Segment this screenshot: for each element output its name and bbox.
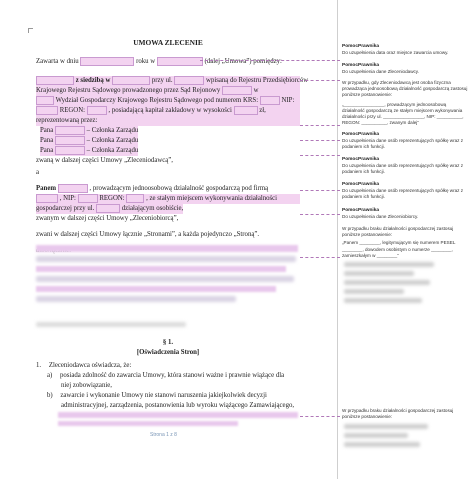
representative-name-field[interactable] — [55, 136, 85, 145]
comment-author: PomocPrawnika — [342, 132, 380, 137]
redacted-comment — [344, 424, 428, 429]
place-field[interactable] — [157, 57, 203, 66]
comment-author: PomocPrawnika — [342, 44, 380, 49]
comment-text: „Panem ________, legitymującym się numerem PESEL ________, dowodem osobistym o numerze ________, zamieszkałym w ________” — [342, 240, 456, 258]
redacted-comment — [344, 262, 434, 267]
comment-8[interactable] — [342, 226, 468, 259]
comment-6[interactable] — [342, 182, 468, 201]
company-name-field[interactable] — [36, 76, 74, 85]
parties-definition: zwani w dalszej części Umowy łącznie „Stronami”, a każda pojedynczo „Stroną”. — [36, 231, 260, 238]
redacted-comment — [344, 289, 404, 294]
text: REGON: — [99, 195, 125, 203]
redacted-comment — [344, 298, 422, 303]
contractor-name-field[interactable] — [58, 184, 88, 193]
court-line — [36, 86, 300, 96]
regon-line — [36, 106, 300, 116]
comment-author: PomocPrawnika — [342, 208, 380, 213]
redacted-text — [58, 412, 298, 418]
text: – Członka Zarządu — [86, 127, 139, 135]
section-title: [Oświadczenia Stron] — [136, 349, 200, 356]
redacted-comment — [344, 433, 408, 438]
contractor-alias — [36, 214, 178, 224]
comment-connector — [300, 125, 340, 126]
text: Panem — [36, 185, 57, 193]
text: zł, — [259, 107, 266, 115]
text: – Członka Zarządu — [86, 137, 139, 145]
redacted-comment — [344, 442, 420, 447]
clause-1b-continued: administracyjnej, zarządzenia, postanowienia lub wyroku wiążącego Zamawiającego, — [61, 402, 295, 409]
comment-connector — [200, 60, 340, 61]
page-footer: Strona 1 z 8 — [150, 432, 177, 438]
text: działającym osobiście, — [121, 205, 184, 213]
redacted-comment — [344, 280, 430, 285]
text: – Członka Zarządu — [86, 147, 139, 155]
text: zawarcie i wykonanie Umowy nie stanowi naruszenia jakiejkolwiek decyzji — [60, 392, 267, 399]
comment-author: PomocPrawnika — [342, 157, 380, 162]
comment-1[interactable] — [342, 44, 468, 56]
principal-alias — [36, 156, 173, 166]
clause-number: 1. — [36, 362, 42, 369]
comment-7[interactable] — [342, 208, 468, 220]
comment-text: W przypadku braku działalności gospodarczej zastosuj poniższe postanowienie: — [342, 226, 454, 238]
principal-address-line — [36, 76, 309, 86]
text: NIP: — [281, 97, 295, 105]
redacted-text — [36, 245, 298, 252]
city-field[interactable] — [112, 76, 150, 85]
text: , prowadzącym jednoosobową działalność gospodarczą pod firmą — [89, 185, 269, 193]
redacted-text — [36, 256, 296, 262]
date-field[interactable] — [80, 57, 134, 66]
clause-1a-continued: niej zobowiązanie, — [61, 382, 112, 389]
comment-connector — [300, 257, 340, 258]
comment-text: W przypadku braku działalności gospodarczej zastosuj poniższe postanowienie: — [342, 408, 454, 420]
comment-connector — [300, 214, 340, 215]
comment-text: Do uzupełnienia dane osób reprezentujących spółkę wraz z podaniem ich funkcji. — [342, 138, 464, 150]
contractor-line-1 — [36, 184, 268, 194]
text: Zleceniodawca oświadcza, że: — [48, 362, 132, 369]
comment-text: Do uzupełnienia dane osób reprezentujących spółkę wraz z podaniem ich funkcji. — [342, 188, 464, 200]
comment-connector — [300, 416, 340, 417]
margin-mark — [28, 28, 33, 33]
text: (dalej „Umowa”) pomiędzy: — [204, 58, 282, 66]
comment-text: Do uzupełnienia dane osób reprezentujących spółkę wraz z podaniem ich funkcji. — [342, 163, 464, 175]
comment-connector — [300, 155, 340, 156]
contractor-line-2 — [36, 194, 300, 204]
text: , posiadającą kapitał zakładowy w wysokości — [108, 107, 232, 115]
court-city-field[interactable] — [36, 96, 54, 105]
redacted-text — [36, 276, 294, 282]
text: zwaną w dalszej części Umowy „Zleceniodawcą”, — [36, 157, 173, 164]
comment-3[interactable] — [342, 80, 468, 126]
krs-field[interactable] — [260, 96, 280, 105]
comment-5[interactable] — [342, 157, 468, 176]
redacted-comment — [344, 271, 414, 276]
redacted-text — [36, 296, 236, 302]
comment-margin-divider — [337, 0, 338, 479]
document-title: UMOWA ZLECENIE — [133, 38, 203, 47]
court-field[interactable] — [222, 86, 252, 95]
conjunction: a — [36, 169, 40, 176]
representative-3 — [40, 146, 138, 156]
capital-field[interactable] — [234, 106, 258, 115]
krs-line — [36, 96, 300, 106]
comment-4[interactable] — [342, 132, 468, 151]
text: Pana — [40, 127, 54, 135]
comment-text: Do uzupełnienia dane Zleceniodawcy. — [342, 69, 420, 75]
text: , ze stałym miejscem wykonywania działalności — [146, 195, 278, 203]
clause-1a — [47, 372, 284, 379]
comment-text: „________________, prowadzącym jednoosobową działalność gospodarczą ze stałym miejscem wykonywania działalności przy ul. ________________, NIP: __________, REGON: __________, zwanym dalej” — [342, 101, 464, 126]
contractor-line-3 — [36, 204, 183, 214]
comment-2[interactable] — [342, 63, 468, 75]
text: przy ul. — [151, 77, 173, 85]
regon-field[interactable] — [126, 194, 144, 203]
representative-name-field[interactable] — [55, 126, 85, 135]
company-field[interactable] — [36, 194, 58, 203]
comment-connector — [300, 80, 340, 81]
text: Zawarta w dniu — [36, 58, 79, 66]
text: Krajowego Rejestru Sądowego prowadzonego przez Sąd Rejonowy — [36, 87, 221, 95]
text: zwanym w dalszej części Umowy „Zleceniobiorcą”, — [36, 215, 179, 222]
regon-field[interactable] — [87, 106, 107, 115]
nip-field[interactable] — [78, 194, 98, 203]
contract-date-line — [36, 57, 282, 67]
text: z siedzibą w — [75, 77, 111, 85]
text: w — [253, 87, 259, 95]
text: wpisaną do Rejestru Przedsiębiorców — [206, 77, 309, 85]
representative-2 — [40, 136, 138, 146]
text: posiada zdolność do zawarcia Umowy, która stanowi ważne i prawnie wiążące dla — [59, 372, 285, 379]
redacted-text — [58, 421, 238, 426]
clause-label: b) — [47, 392, 53, 399]
comment-text: Do uzupełnienia dane Zleceniobiorcy. — [342, 214, 419, 220]
nip-field[interactable] — [36, 106, 58, 115]
text: Pana — [40, 137, 54, 145]
comment-author: PomocPrawnika — [342, 182, 380, 187]
text: REGON: — [59, 107, 86, 115]
street-field[interactable] — [174, 76, 204, 85]
comment-9[interactable] — [342, 408, 468, 420]
representative-name-field[interactable] — [55, 146, 85, 155]
clause-label: a) — [47, 372, 53, 379]
comment-author: PomocPrawnika — [342, 63, 380, 68]
representative-1 — [40, 126, 138, 136]
redacted-text — [36, 286, 276, 292]
comment-text: Do uzupełnienia data oraz miejsce zawarcia umowy. — [342, 50, 449, 56]
section-number: § 1. — [162, 339, 174, 346]
represented-by: reprezentowaną przez: — [36, 116, 300, 126]
redacted-text — [36, 322, 186, 327]
redacted-text — [36, 266, 286, 272]
comment-text: W przypadku, gdy Zleceniodawcą jest osoba fizyczna prowadząca jednoosobową działalność gospodarczą zastosuj poniższe postanowienie: — [342, 80, 468, 98]
text: roku w — [136, 58, 156, 66]
comment-connector — [300, 190, 340, 191]
clause-1b — [47, 392, 267, 399]
text: Pana — [40, 147, 54, 155]
text: gospodarczej przy ul. — [36, 205, 95, 213]
comment-connector — [300, 140, 340, 141]
text: , NIP: — [59, 195, 76, 203]
street-field[interactable] — [96, 204, 120, 213]
text: Wydział Gospodarczy Krajowego Rejestru Sądowego pod numerem KRS: — [55, 97, 259, 105]
clause-1 — [36, 362, 131, 369]
